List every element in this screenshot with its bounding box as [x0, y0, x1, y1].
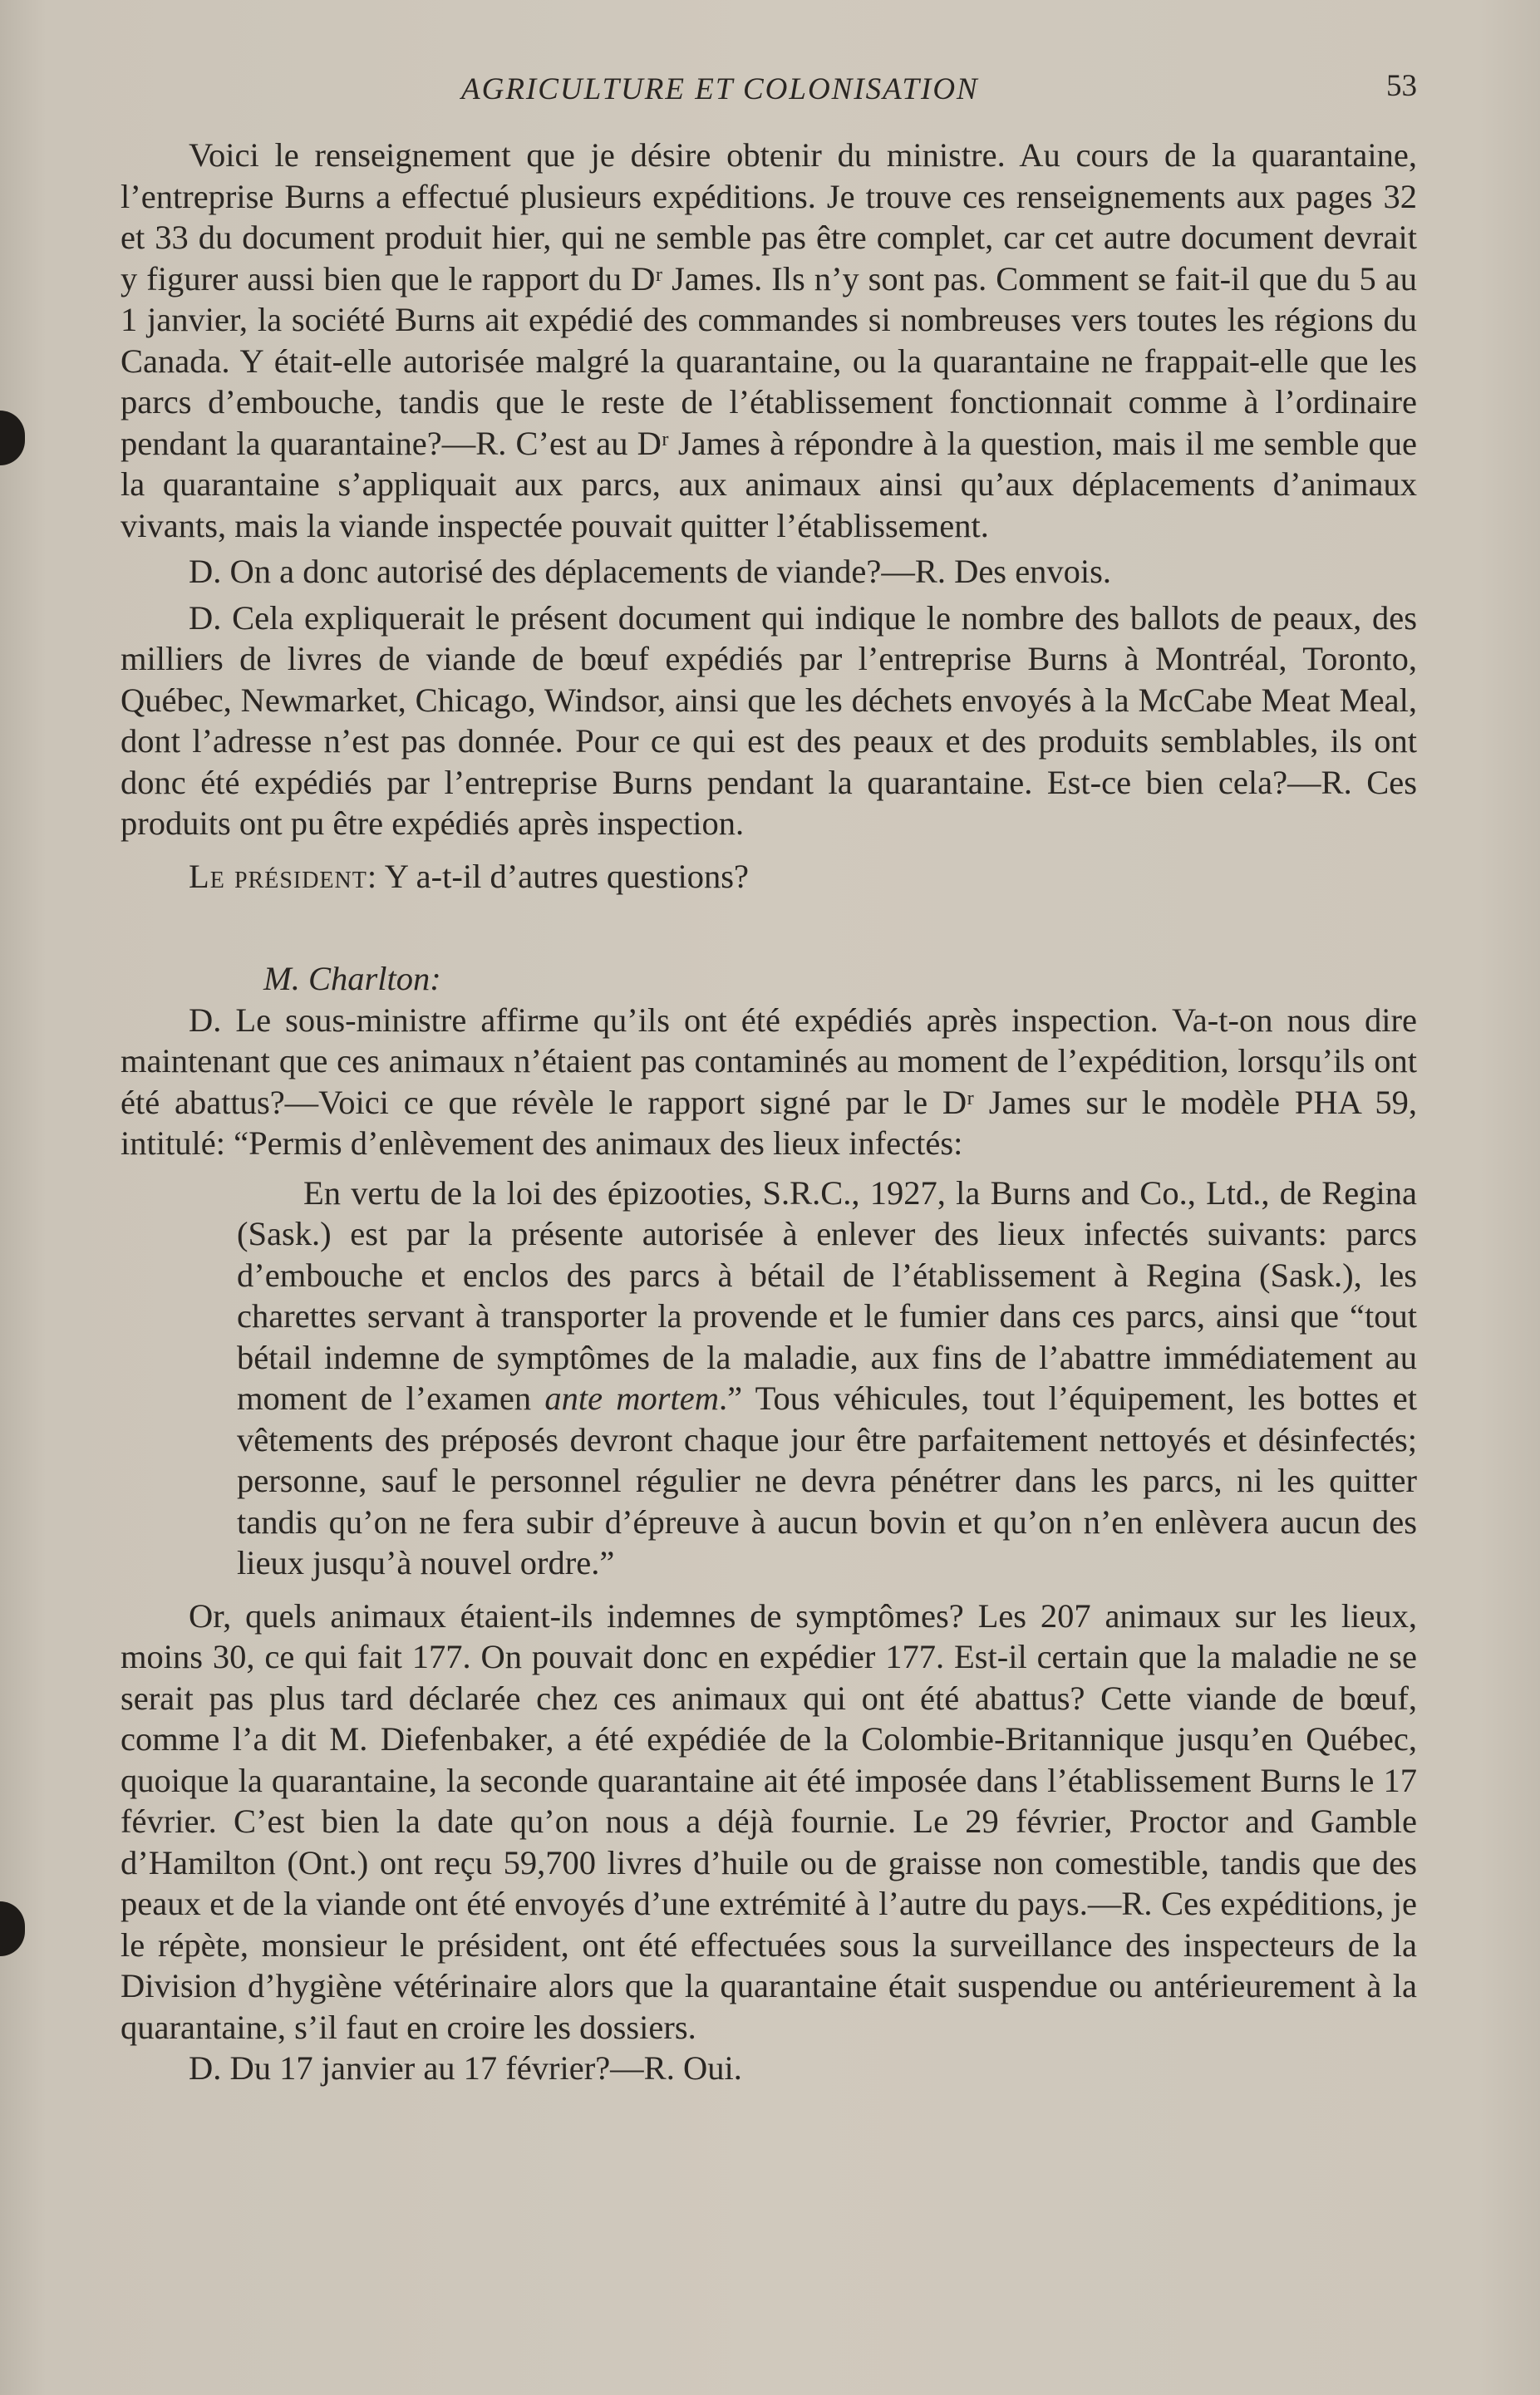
body-text	[121, 135, 1417, 2089]
paragraph	[121, 856, 1417, 898]
paragraph: Voici le renseignement que je désire obtenir du ministre. Au cours de la quarantaine, l’entreprise Burns a effectué plusieurs expéditions. Je trouve ces renseignements aux pages 32 et 33 du document produit hier, qui ne semble pas être complet, car cet autre document devrait y figurer aussi bien que le rapport du Dʳ James. Ils n’y sont pas. Comment se fait-il que du 5 au 1 janvier, la société Burns ait expédié des commandes si nombreuses vers toutes les régions du Canada. Y était-elle autorisée malgré la quarantaine, ou la quarantaine ne frappait-elle que les parcs d’embouche, tandis que le reste de l’établissement fonctionnait comme à l’ordinaire pendant la quarantaine?—R. C’est au Dʳ James à répondre à la question, mais il me semble que la quarantaine s’appliquait aux parcs, aux animaux ainsi qu’aux déplacements d’animaux vivants, mais la viande inspectée pouvait quitter l’établissement.	[121, 136, 1417, 544]
block-quote	[237, 1173, 1417, 1584]
speaker-label: Le président:	[189, 857, 378, 895]
quote-italic: ante mortem	[544, 1379, 720, 1417]
speaker-text: Y a-t-il d’autres questions?	[377, 857, 749, 895]
page-number: 53	[1386, 69, 1417, 103]
binding-hole	[0, 1901, 25, 1956]
paragraph: D. On a donc autorisé des déplacements de viande?—R. Des envois.	[189, 553, 1112, 590]
binding-hole	[0, 411, 25, 465]
running-head: AGRICULTURE ET COLONISATION	[461, 72, 979, 106]
paragraph: D. Cela expliquerait le présent document qui indique le nombre des ballots de peaux, des milliers de livres de viande de bœuf expédiés par l’entreprise Burns à Montréal, Toronto, Québec, Newmarket, Chicago, Windsor, ainsi que les déchets envoyés à la McCabe Meat Meal, dont l’adresse n’est pas donnée. Pour ce qui est des peaux et des produits semblables, ils ont donc été expédiés par l’entreprise Burns pendant la quarantaine. Est-ce bien cela?—R. Ces produits ont pu être expédiés après inspection.	[121, 598, 1417, 842]
page-header	[121, 68, 1417, 118]
paragraph: D. Du 17 janvier au 17 février?—R. Oui.	[189, 2049, 742, 2087]
quote-text: En vertu de la loi des épizooties, S.R.C., 1927, la Burns and Co., Ltd., de Regina (Sask.) est par la présente autorisée à enlever des lieux infectés suivants: parcs d’embouche et enclos des parcs à bétail de l’établissement à Regina (Sask.), les charettes servant à transporter la provende et le fumier dans ces parcs, ainsi que “tout bétail indemne de symptômes de la maladie, aux fins de l’abattre immédiatement au moment de l’examen	[237, 1173, 1417, 1417]
quote-text: .” Tous véhicules, tout l’équipement, les bottes et vêtements des préposés devront chaque jour être parfaitement nettoyés et désinfectés; personne, sauf le personnel régulier ne devra pénétrer dans les parcs, ni les quitter tandis qu’on ne fera subir d’épreuve à aucun bovin et qu’on n’en enlèvera aucun des lieux jusqu’à nouvel ordre.”	[237, 1379, 1418, 1581]
paragraph: D. Le sous-ministre affirme qu’ils ont été expédiés après inspection. Va-t-on nous dire maintenant que ces animaux n’étaient pas contaminés au moment de l’expédition, lorsqu’ils ont été abattus?—Voici ce que révèle le rapport signé par le Dʳ James sur le modèle PHA 59, intitulé: “Permis d’enlèvement des animaux des lieux infectés:	[121, 1001, 1417, 1162]
paragraph: Or, quels animaux étaient-ils indemnes de symptômes? Les 207 animaux sur les lieux, moins 30, ce qui fait 177. On pouvait donc en expédier 177. Est-il certain que la maladie ne se serait pas plus tard déclarée chez ces animaux qui ont été abattus? Cette viande de bœuf, comme l’a dit M. Diefenbaker, a été expédiée de la Colombie-Britannique jusqu’en Québec, quoique la quarantaine, la seconde quarantaine ait été imposée dans l’établissement Burns le 17 février. C’est bien la date qu’on nous a déjà fournie. Le 29 février, Proctor and Gamble d’Hamilton (Ont.) ont reçu 59,700 livres d’huile ou de graisse non comestible, tandis que des peaux et de la viande ont été envoyés d’une extrémité à l’autre du pays.—R. Ces expéditions, je le répète, monsieur le président, ont été effectuées sous la surveillance des inspecteurs de la Division d’hygiène vétérinaire alors que la quarantaine était suspendue ou antérieurement à la quarantaine, s’il faut en croire les dossiers.	[121, 1596, 1417, 2046]
speaker-heading: M. Charlton:	[263, 960, 441, 997]
